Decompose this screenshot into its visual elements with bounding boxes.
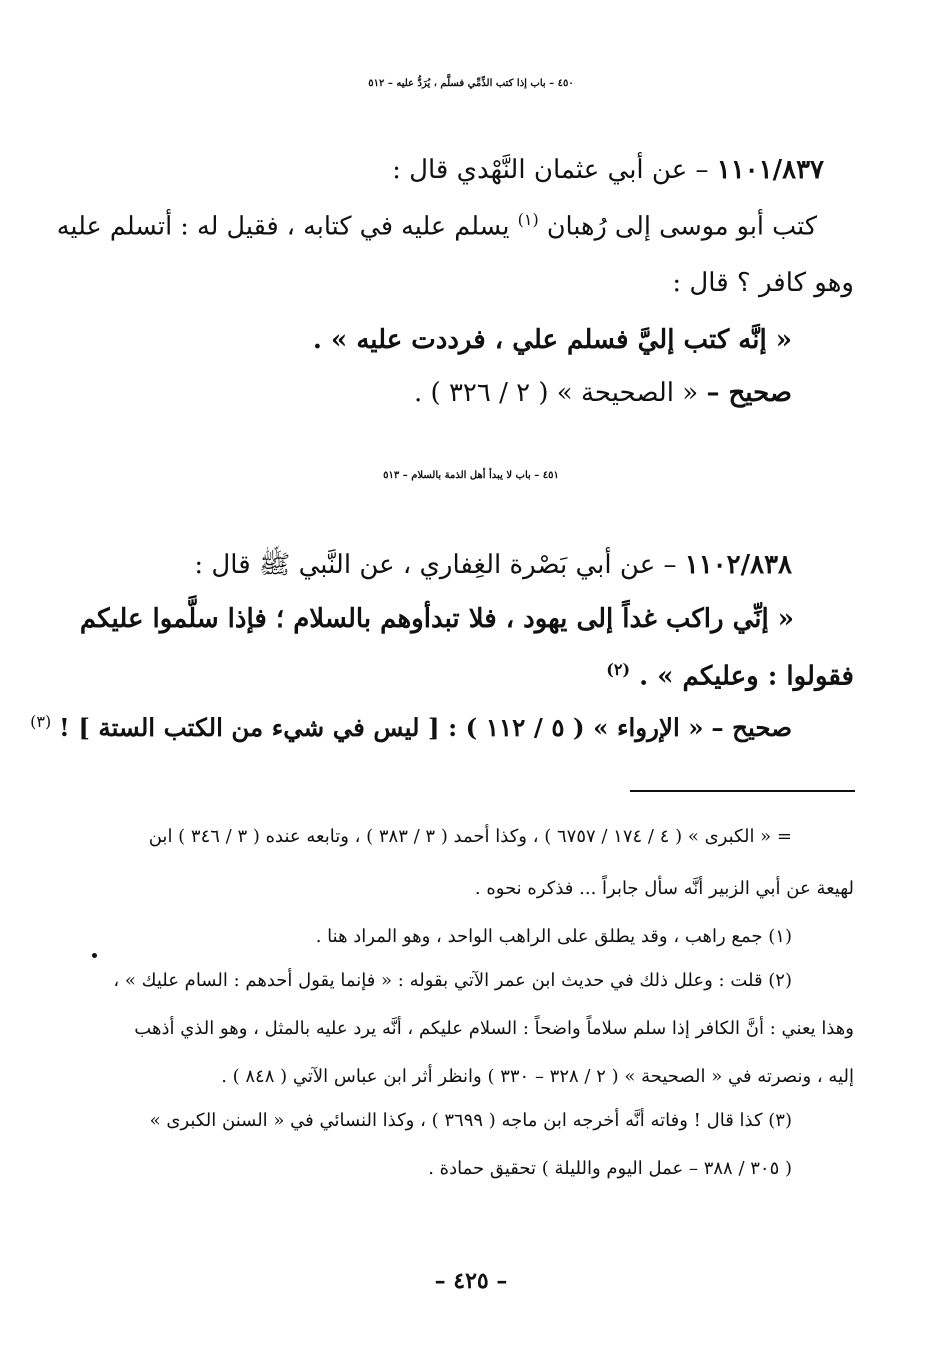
footnote-separator (630, 790, 855, 792)
hadith-837-text-line-2: وهو كافر ؟ قال : (672, 268, 854, 298)
hadith-837-isnad: – عن أبي عثمان النَّهْدي قال : (392, 155, 709, 185)
footnote-continuation-line-1: = « الكبرى » ( ٤ / ١٧٤ / ٦٧٥٧ ) ، وكذا أحمد ( ٣ / ٣٨٣ ) ، وتابعه عنده ( ٣ / ٣٤٦ ) ابن (148, 826, 792, 847)
footnote-3-line-2: ( ٣٠٥ / ٣٨٨ – عمل اليوم والليلة ) تحقيق حمادة . (428, 1158, 792, 1179)
footnote-ref-1: (١) (517, 210, 539, 229)
ink-dot (92, 953, 97, 958)
chapter-451-heading: ٤٥١ – باب لا يبدأ أهل الذمة بالسلام – ٥١٣ (383, 470, 559, 481)
hadith-837-quote: « إنَّه كتب إليَّ فسلم علي ، فرددت عليه » . (312, 325, 792, 355)
footnote-2-line-1: (٢) قلت : وعلل ذلك في حديث ابن عمر الآتي بقوله : « فإنما يقول أحدهم : السام عليك » ، (113, 970, 792, 991)
hadith-838-quote-line-2 (606, 660, 854, 692)
hadith-837-text-start: كتب أبو موسى إلى رُهبان (546, 211, 817, 242)
footnote-ref-2: (٢) (606, 660, 631, 679)
hadith-838-quote-line-1: « إنِّي راكب غداً إلى يهود ، فلا تبدأوهم بالسلام ؛ فإذا سلَّموا عليكم (79, 604, 794, 634)
footnote-2-line-3: إليه ، ونصرته في « الصحيحة » ( ٢ / ٣٢٨ – ٣٣٠ ) وانظر أثر ابن عباس الآتي ( ٨٤٨ ) . (221, 1066, 854, 1087)
hadith-838-grade (30, 712, 792, 742)
footnote-2-line-2: وهذا يعني : أنَّ الكافر إذا سلم سلاماً واضحاً : السلام عليكم ، أنَّه يرد عليه بالمثل ، وهو الذي أذهب (134, 1018, 854, 1039)
footnote-continuation-line-2: لهيعة عن أبي الزبير أنَّه سأل جابراً ... فذكره نحوه . (474, 878, 854, 899)
grade-source: « الإرواء » ( ٥ / ١١٢ ) : [ ليس في شيء من الكتب الستة ] ! (59, 713, 704, 743)
footnote-ref-3: (٣) (30, 712, 52, 731)
grade-label: صحيح – (711, 713, 792, 743)
footnote-3-line-1: (٣) كذا قال ! وفاته أنَّه أخرجه ابن ماجه ( ٣٦٩٩ ) ، وكذا النسائي في « السنن الكبرى » (149, 1110, 792, 1131)
hadith-837-text-line-1 (57, 210, 817, 242)
chapter-450-heading: ٤٥٠ – باب إذا كتب الذِّمِّي فسلَّم ، يُرَدُّ عليه – ٥١٢ (368, 78, 574, 89)
grade-label: صحيح – (706, 378, 792, 408)
hadith-837-text-end: يسلم عليه في كتابه ، فقيل له : أتسلم عليه (56, 211, 510, 242)
footnote-1: (١) جمع راهب ، وقد يطلق على الراهب الواحد ، وهو المراد هنا . (315, 926, 792, 947)
hadith-838-quote-end: فقولوا : وعليكم » . (639, 661, 854, 692)
grade-source: « الصحيحة » ( ٢ / ٣٢٦ ) . (414, 378, 699, 408)
hadith-837-isnad-line (392, 155, 824, 185)
hadith-838-number: ١١٠٢/٨٣٨ (684, 550, 792, 580)
hadith-837-grade (414, 378, 792, 408)
hadith-837-number: ١١٠١/٨٣٧ (716, 155, 824, 185)
hadith-838-isnad: – عن أبي بَصْرة الغِفاري ، عن النَّبي ﷺ قال : (194, 550, 677, 580)
hadith-838-isnad-line (194, 548, 792, 586)
page-number: – ٤٢٥ – (434, 1268, 508, 1294)
